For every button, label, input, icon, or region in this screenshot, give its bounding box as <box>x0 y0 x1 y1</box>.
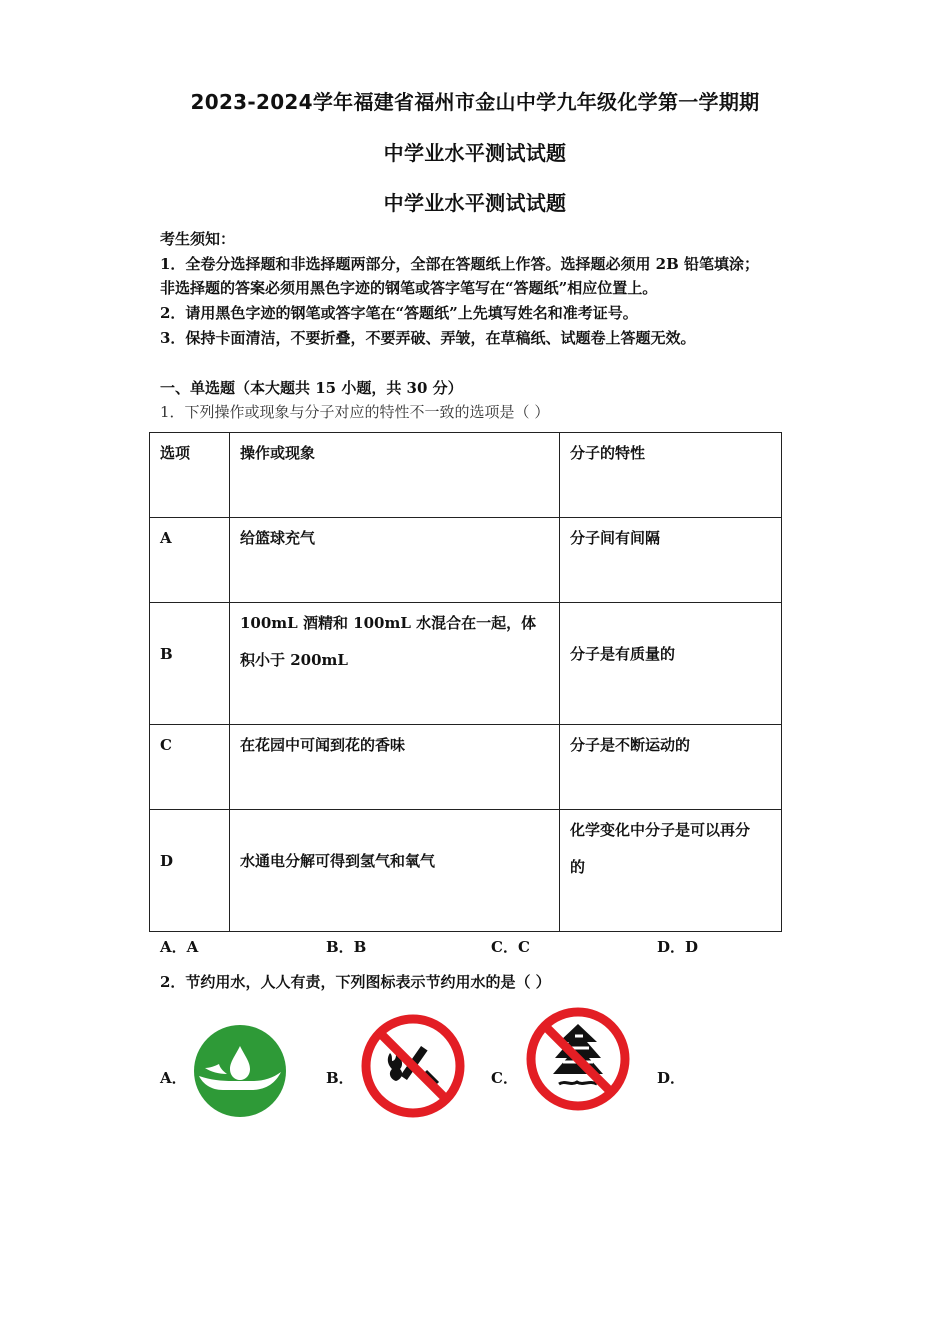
table-row <box>150 518 782 603</box>
notice-item1-line2: 非选择题的答案必须用黑色字迹的钢笔或答字笔写在“答题纸”相应位置上。 <box>160 279 658 297</box>
section1-heading: 一、单选题（本大题共 15 小题，共 30 分） <box>160 379 463 397</box>
q2-label-c[interactable]: C． <box>491 1069 518 1087</box>
doc-title-line3: 中学业水平测试试题 <box>383 191 567 215</box>
no-logging-icon[interactable] <box>525 1006 631 1112</box>
q2-stem: 2．节约用水，人人有责，下列图标表示节约用水的是（ ） <box>160 973 551 991</box>
q1-option-d[interactable]: D．D <box>657 938 699 956</box>
row-a-property: 分子间有间隔 <box>570 529 661 547</box>
row-b-operation-line1: 100mL 酒精和 100mL 水混合在一起，体 <box>240 614 537 632</box>
row-a-operation: 给篮球充气 <box>240 529 316 547</box>
notice-item1-line1: 1．全卷分选择题和非选择题两部分，全部在答题纸上作答。选择题必须用 2B 铅笔填涂； <box>160 255 760 273</box>
row-d-property-line1: 化学变化中分子是可以再分 <box>570 821 751 839</box>
q2-label-b[interactable]: B． <box>326 1069 354 1087</box>
row-a-key: A <box>160 529 172 547</box>
row-d-operation: 水通电分解可得到氢气和氧气 <box>240 851 436 870</box>
header-cell-operation: 操作或现象 <box>240 444 316 462</box>
table-row <box>150 810 782 932</box>
notice-item2: 2．请用黑色字迹的钢笔或答字笔在“答题纸”上先填写姓名和准考证号。 <box>160 304 638 322</box>
table-header-row <box>150 433 782 518</box>
water-saving-icon[interactable] <box>193 1024 287 1118</box>
row-c-operation: 在花园中可闻到花的香味 <box>240 736 406 754</box>
row-c-property: 分子是不断运动的 <box>570 736 691 754</box>
q1-table <box>149 432 782 932</box>
no-smoking-fire-icon[interactable] <box>360 1013 466 1119</box>
q1-option-c[interactable]: C．C <box>491 938 530 956</box>
row-b-property: 分子是有质量的 <box>570 644 676 663</box>
q2-label-d[interactable]: D． <box>657 1069 686 1087</box>
row-d-property-line2: 的 <box>570 858 586 876</box>
q2-label-a[interactable]: A． <box>160 1069 187 1087</box>
q1-option-a[interactable]: A．A <box>160 938 199 956</box>
notice-heading: 考生须知： <box>160 230 236 248</box>
doc-title-line1: 2023-2024学年福建省福州市金山中学九年级化学第一学期期 <box>190 90 760 114</box>
row-c-key: C <box>160 736 172 754</box>
q1-option-b[interactable]: B．B <box>326 938 367 956</box>
header-cell-option: 选项 <box>160 444 191 462</box>
table-row <box>150 603 782 725</box>
doc-title-line2: 中学业水平测试试题 <box>383 141 567 165</box>
q1-stem: 1．下列操作或现象与分子对应的特性不一致的选项是（ ） <box>160 403 550 421</box>
notice-item3: 3．保持卡面清洁，不要折叠，不要弄破、弄皱，在草稿纸、试题卷上答题无效。 <box>160 329 696 347</box>
header-cell-property: 分子的特性 <box>570 444 646 462</box>
table-row <box>150 725 782 810</box>
row-d-key: D <box>160 851 174 870</box>
row-b-operation-line2: 积小于 200mL <box>240 651 348 669</box>
row-b-key: B <box>160 644 173 663</box>
